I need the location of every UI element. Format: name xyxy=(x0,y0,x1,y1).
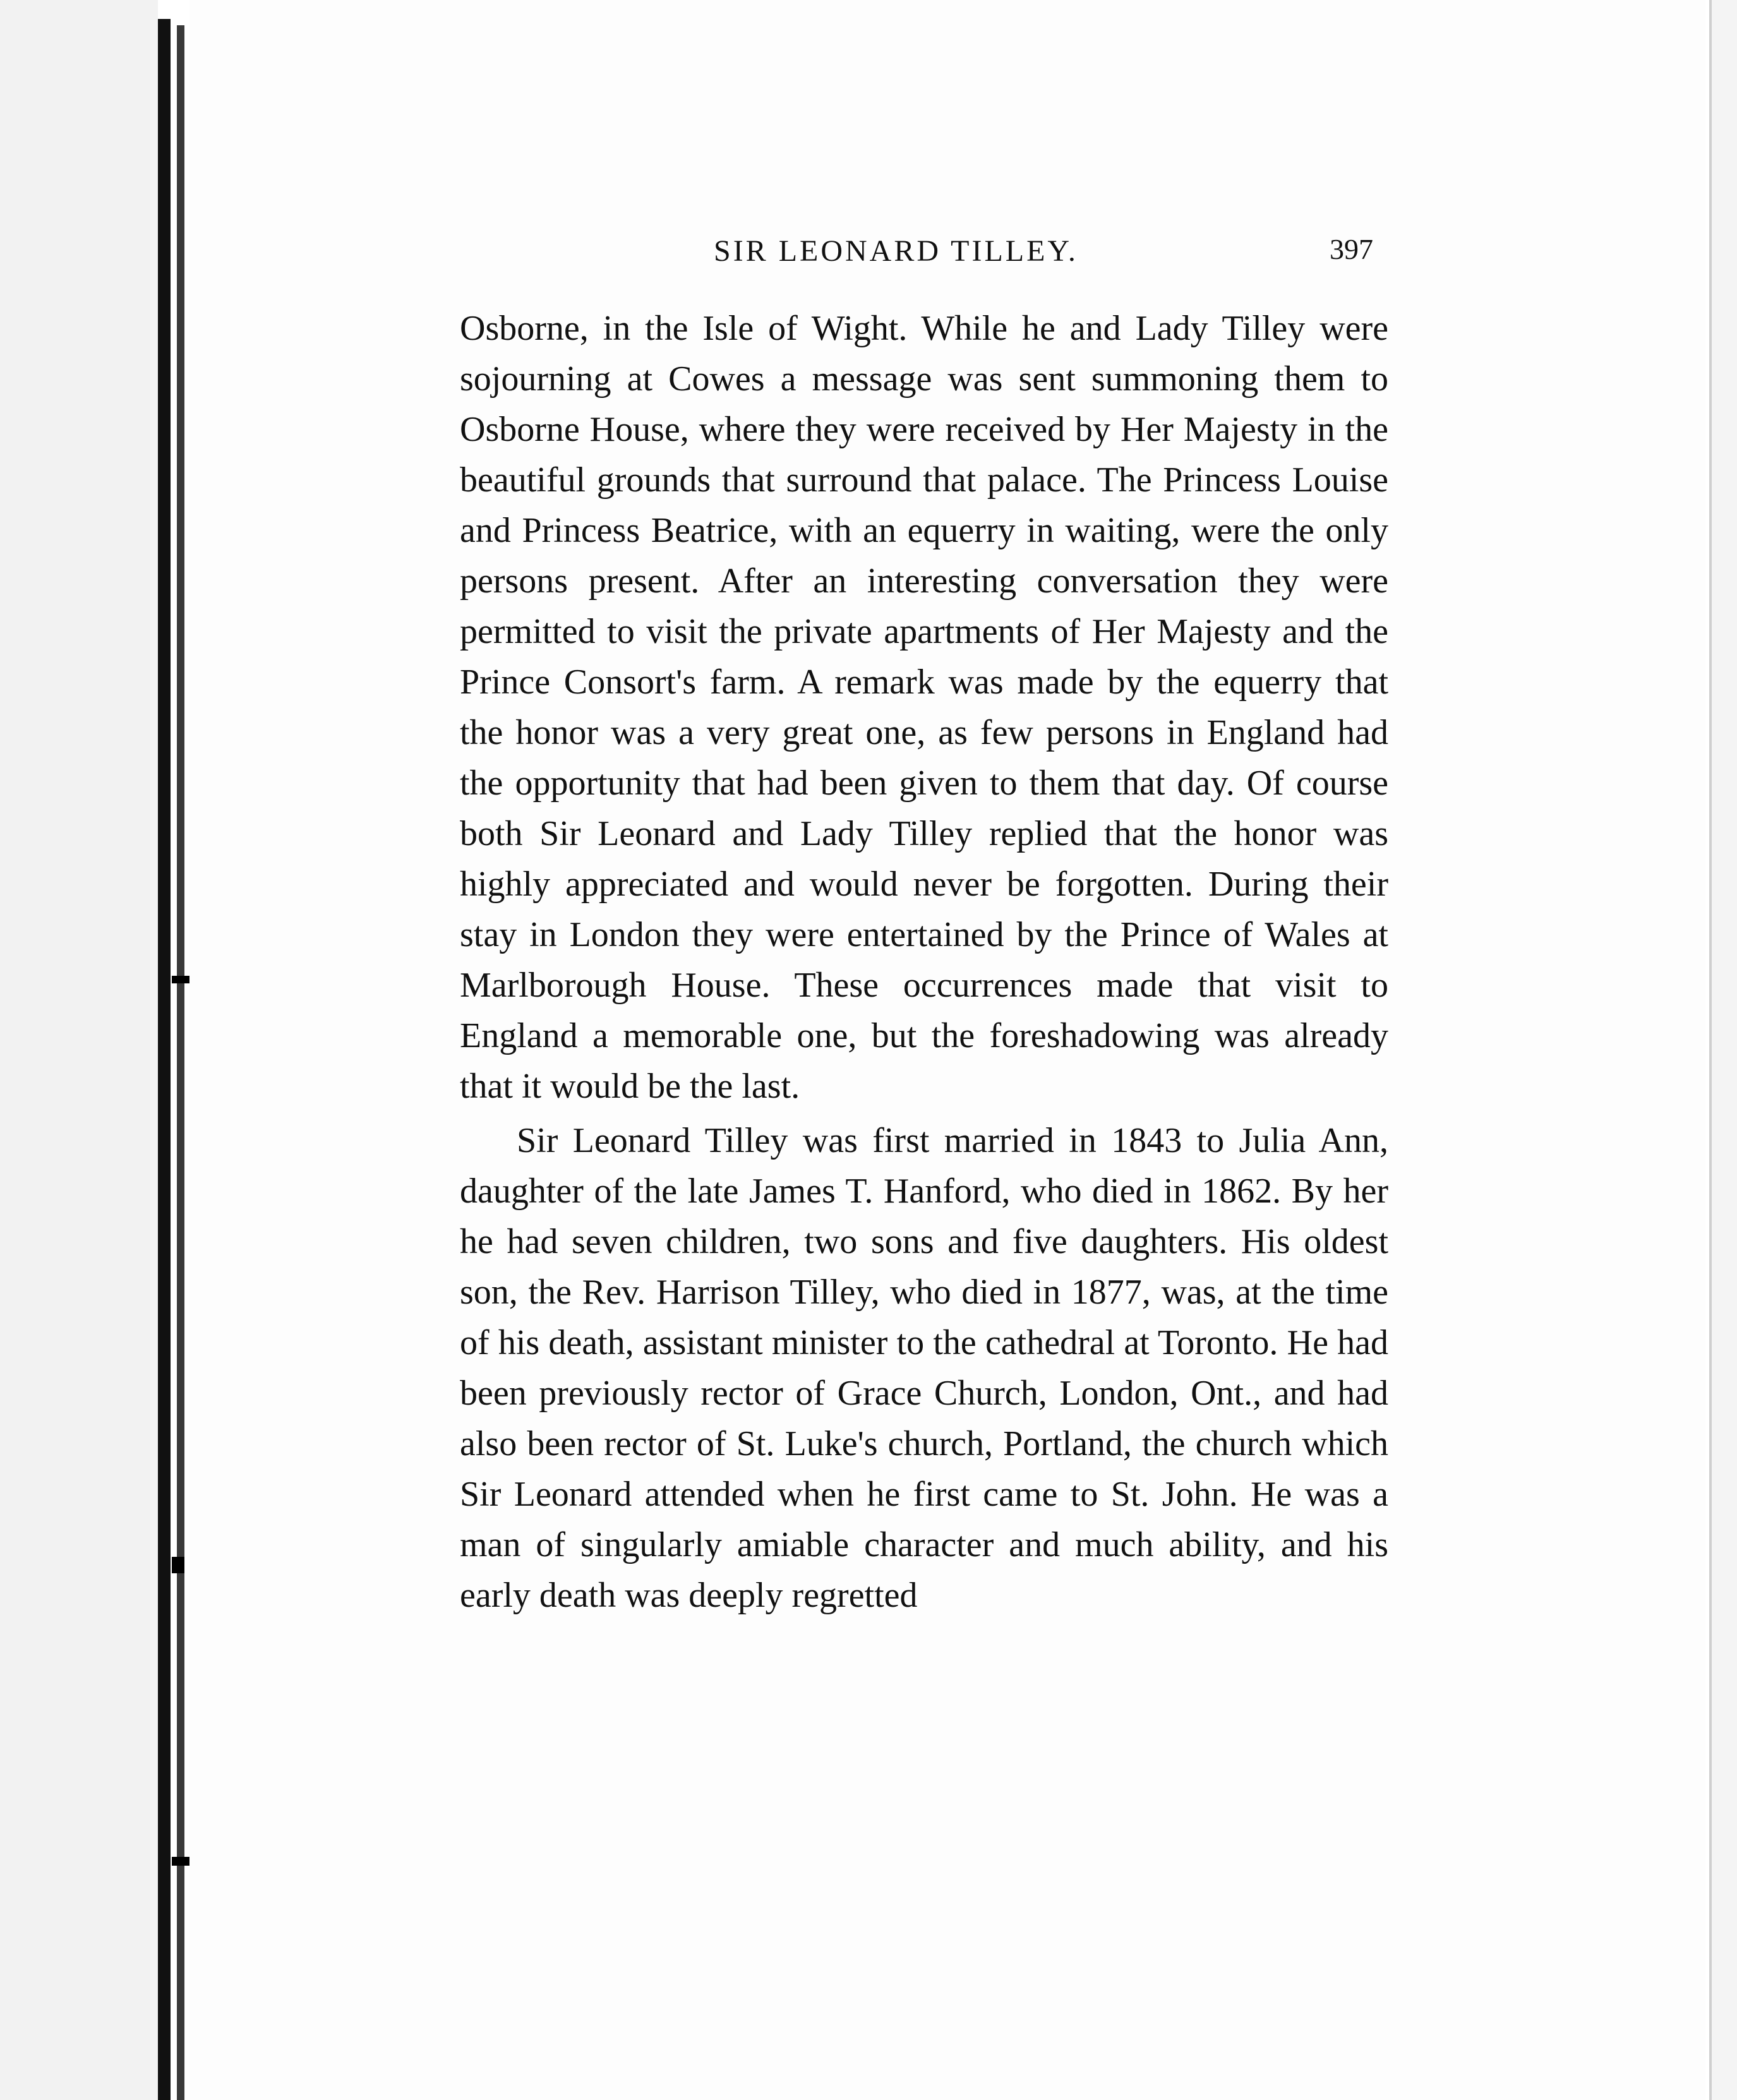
paragraph: Osborne, in the Isle of Wight. While he and Lady Tilley were sojourning at Cowes a message was sent summoning them to Osborne House, where they were received by Her Majesty in the beautiful grounds that surround that palace. The Princess Louise and Princess Beatrice, with an equerry in waiting, were the only persons present. After an interesting conversation they were permitted to visit the private apartments of Her Majesty and the Prince Consort's farm. A remark was made by the equerry that the honor was a very great one, as few persons in England had the opportunity that had been given to them that day. Of course both Sir Leonard and Lady Tilley replied that the honor was highly appreciated and would never be forgotten. During their stay in London they were entertained by the Prince of Wales at Marlborough House. These occurrences made that visit to England a memorable one, but the foreshadowing was already that it would be the last. xyxy=(460,309,1388,1106)
running-header-title: SIR LEONARD TILLEY. xyxy=(714,234,1078,268)
book-gutter xyxy=(158,19,171,2100)
paragraph: Sir Leonard Tilley was first married in 1843 to Julia Ann, daughter of the late James T. Hanford, who died in 1862. By her he had seven children, two sons and five daughters. His oldest son, the Rev. Harrison Tilley, who died in 1877, was, at the time of his death, assistant minister to the cathedral at Toronto. He had been previously rector of Grace Church, London, Ont., and had also been rector of St. Luke's church, Portland, the church which Sir Leonard attended when he first came to St. John. He was a man of singularly amiable character and much ability, and his early death was deeply regretted xyxy=(460,1121,1388,1615)
page-right-edge xyxy=(1709,0,1737,2100)
gutter-mark xyxy=(172,1557,184,1573)
book-gutter-shadow xyxy=(177,25,184,2100)
body-text xyxy=(460,303,1388,1621)
facing-page-edge xyxy=(0,0,158,2100)
page-number: 397 xyxy=(1330,233,1373,265)
